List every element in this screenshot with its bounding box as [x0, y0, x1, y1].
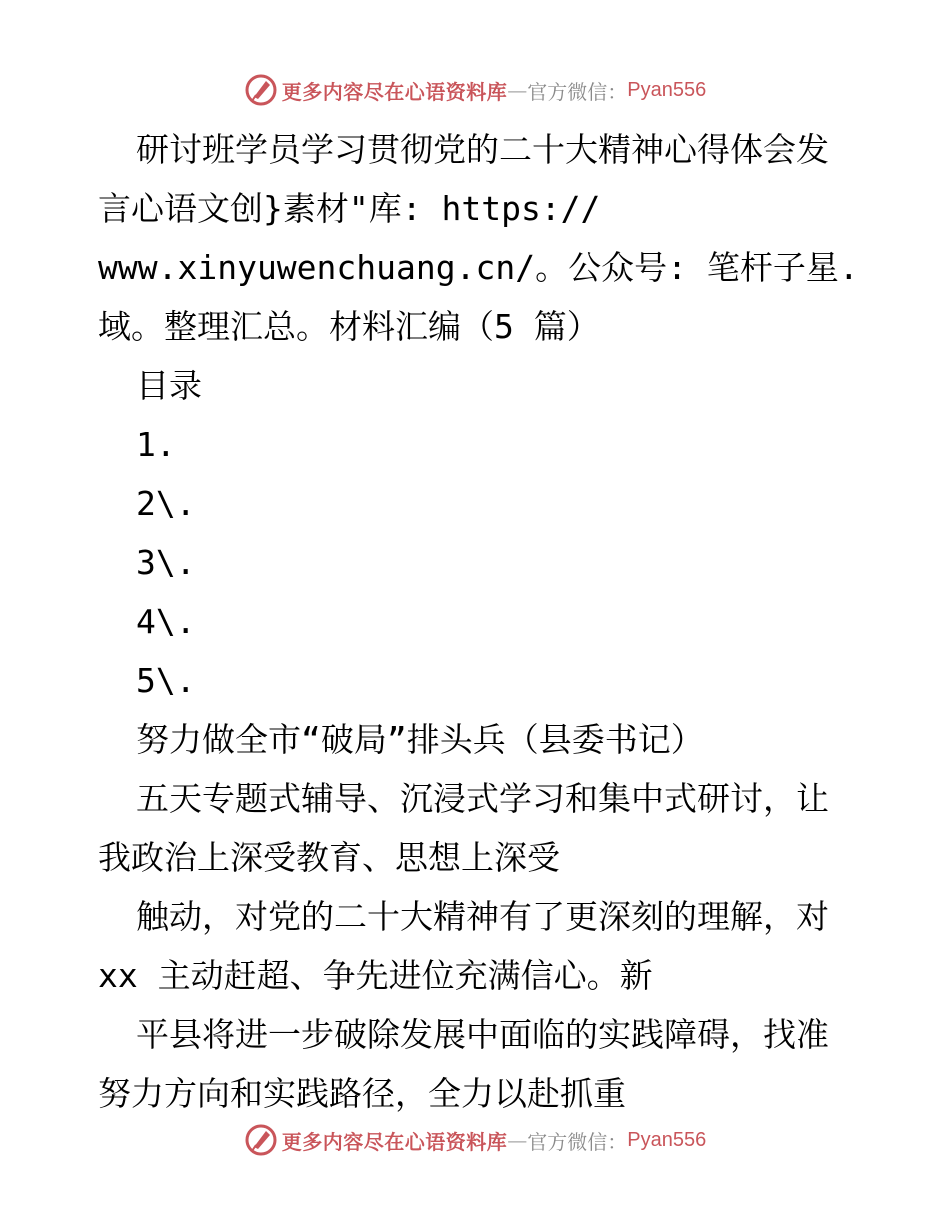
watermark-main-text: 更多内容尽在心语资料库 [281, 79, 508, 104]
section-heading: 努力做全市“破局”排头兵（县委书记） [136, 720, 704, 759]
title-line-3: www.xinyuwenchuang.cn/。公众号: 笔杆子星. [98, 248, 859, 287]
toc-heading: 目录 [136, 366, 202, 405]
pen-logo-icon [244, 1123, 278, 1157]
toc-item-2: 2\. [136, 484, 196, 523]
toc-item-5: 5\. [136, 661, 196, 700]
paragraph-line: 努力方向和实践路径，全力以赴抓重 [98, 1074, 626, 1113]
watermark-wechat-id: Pyan556 [627, 78, 707, 101]
watermark-wechat-id: Pyan556 [627, 1128, 707, 1151]
paragraph-line: 触动，对党的二十大精神有了更深刻的理解，对 [136, 897, 829, 936]
watermark-separator: — [507, 1128, 528, 1152]
paragraph-line: xx 主动赶超、争先进位充满信心。新 [98, 956, 653, 995]
header-watermark [0, 70, 950, 110]
toc-item-1: 1. [136, 425, 176, 464]
paragraph-line: 五天专题式辅导、沉浸式学习和集中式研讨，让 [136, 779, 829, 818]
pen-logo-icon [244, 73, 278, 107]
watermark-main-text: 更多内容尽在心语资料库 [281, 1129, 508, 1154]
paragraph-line: 平县将进一步破除发展中面临的实践障碍，找准 [136, 1015, 829, 1054]
title-line-4: 域。整理汇总。材料汇编（5 篇） [98, 307, 600, 346]
paragraph-line: 我政治上深受教育、思想上深受 [98, 838, 560, 877]
watermark-sub-text: 官方微信： [527, 79, 628, 104]
title-line-2: 言心语文创}素材"库: https:// [98, 189, 601, 228]
document-body [98, 120, 858, 1123]
toc-item-3: 3\. [136, 543, 196, 582]
footer-watermark [0, 1120, 950, 1160]
watermark-separator: — [507, 78, 528, 102]
watermark-sub-text: 官方微信： [527, 1129, 628, 1154]
title-line-1: 研讨班学员学习贯彻党的二十大精神心得体会发 [136, 130, 829, 169]
toc-item-4: 4\. [136, 602, 196, 641]
